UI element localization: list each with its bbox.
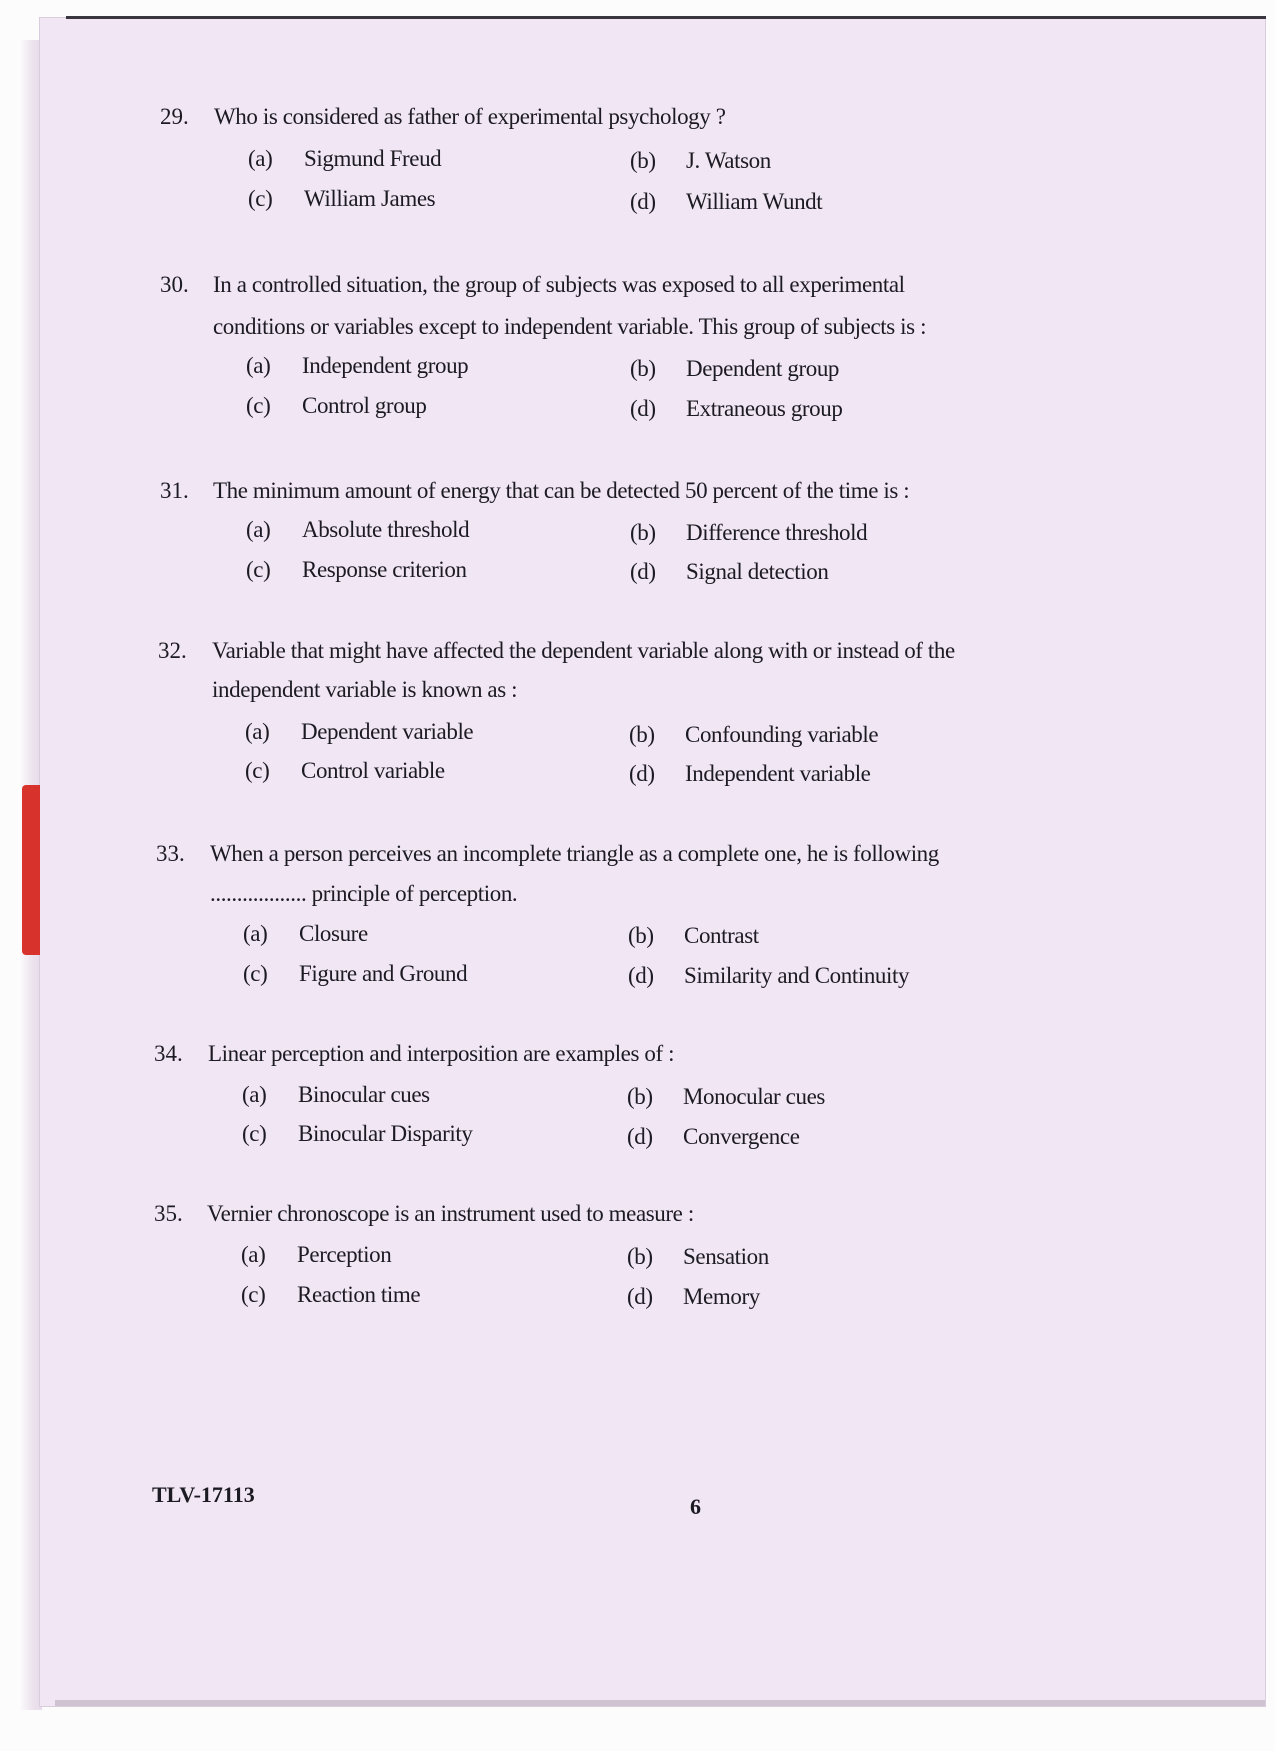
option-d: (d) Independent variable: [629, 761, 871, 786]
question-text: Who is considered as father of experimental psychology ?: [214, 104, 726, 129]
option-a: (a) Sigmund Freud: [248, 146, 442, 171]
page-number: 6: [690, 1494, 701, 1519]
red-tab-marker: [22, 785, 40, 955]
question-text-line-2: .................. principle of perception.: [210, 881, 518, 906]
option-a: (a) Independent group: [246, 353, 469, 378]
question-text-line-1: In a controlled situation, the group of subjects was exposed to all experimental: [213, 272, 905, 297]
option-b: (b) Sensation: [627, 1244, 769, 1269]
question-text-line-1: Variable that might have affected the dependent variable along with or instead of the: [212, 638, 955, 663]
paper-code: TLV-17113: [152, 1482, 255, 1507]
option-c: (c) William James: [248, 186, 436, 211]
option-b: (b) Monocular cues: [627, 1084, 825, 1109]
question-text: Vernier chronoscope is an instrument used to measure :: [207, 1201, 694, 1226]
option-c: (c) Reaction time: [241, 1282, 421, 1307]
option-b: (b) Confounding variable: [629, 722, 879, 747]
option-d: (d) William Wundt: [630, 189, 823, 214]
option-a: (a) Perception: [241, 1242, 392, 1267]
question-number: 34.: [154, 1041, 183, 1066]
option-c: (c) Control variable: [245, 758, 445, 783]
question-number: 32.: [158, 638, 187, 663]
option-c: (c) Figure and Ground: [243, 961, 468, 986]
option-d: (d) Convergence: [627, 1124, 800, 1149]
option-c: (c) Control group: [246, 393, 427, 418]
option-d: (d) Similarity and Continuity: [628, 963, 910, 988]
option-b: (b) Contrast: [628, 923, 759, 948]
option-d: (d) Memory: [627, 1284, 760, 1309]
option-a: (a) Binocular cues: [242, 1082, 430, 1107]
question-text: Linear perception and interposition are examples of :: [208, 1041, 675, 1066]
bottom-edge-strip: [55, 1700, 1265, 1706]
question-text-line-1: When a person perceives an incomplete triangle as a complete one, he is following: [210, 841, 939, 866]
option-a: (a) Dependent variable: [245, 719, 474, 744]
question-number: 31.: [160, 478, 189, 503]
top-border-line: [66, 16, 1266, 19]
question-number: 30.: [160, 272, 189, 297]
question-text: The minimum amount of energy that can be detected 50 percent of the time is :: [213, 478, 910, 503]
option-a: (a) Absolute threshold: [246, 517, 470, 542]
option-d: (d) Extraneous group: [630, 396, 843, 421]
option-c: (c) Response criterion: [246, 557, 467, 582]
question-text-line-2: independent variable is known as :: [212, 677, 518, 702]
option-c: (c) Binocular Disparity: [242, 1121, 473, 1146]
option-b: (b) Difference threshold: [630, 520, 868, 545]
question-number: 35.: [154, 1201, 183, 1226]
question-number: 29.: [160, 104, 189, 129]
option-d: (d) Signal detection: [630, 559, 829, 584]
question-number: 33.: [156, 841, 185, 866]
question-text-line-2: conditions or variables except to independent variable. This group of subjects is :: [213, 314, 927, 339]
option-b: (b) J. Watson: [630, 148, 771, 173]
option-b: (b) Dependent group: [630, 356, 840, 381]
option-a: (a) Closure: [243, 921, 368, 946]
